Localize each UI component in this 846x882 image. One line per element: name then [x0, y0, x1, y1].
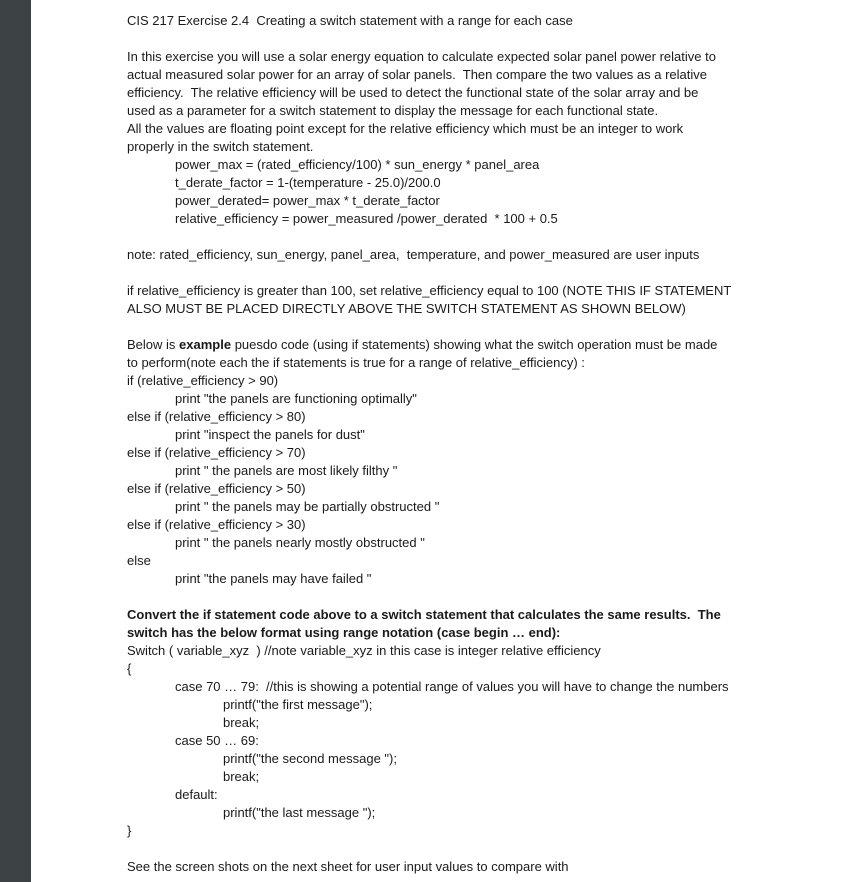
switch-case-break: break; [223, 715, 260, 730]
pseudo-print: print "the panels may have failed " [175, 571, 372, 586]
spacer [127, 840, 827, 858]
intro-line: All the values are floating point except for the relative efficiency which must be an integer to work [127, 121, 684, 136]
switch-case-break: break; [223, 769, 260, 784]
viewer-sidebar [0, 0, 31, 882]
equation-line: relative_efficiency = power_measured /power_derated * 100 + 0.5 [175, 211, 558, 226]
switch-case-print: printf("the first message"); [223, 697, 373, 712]
user-input-note: note: rated_efficiency, sun_energy, panel_area, temperature, and power_measured are user inputs [127, 247, 700, 262]
intro-line: efficiency. The relative efficiency will be used to detect the functional state of the solar array and be [127, 85, 699, 100]
intro-line: used as a parameter for a switch statement to display the message for each functional state. [127, 103, 659, 118]
switch-default-print: printf("the last message "); [223, 805, 376, 820]
pseudo-if: else if (relative_efficiency > 30) [127, 517, 306, 532]
pseudo-intro-suffix: puesdo code (using if statements) showing what the switch operation must be made [231, 337, 718, 352]
switch-case: case 50 … 69: [175, 733, 259, 748]
if-note-line: ALSO MUST BE PLACED DIRECTLY ABOVE THE SWITCH STATEMENT AS SHOWN BELOW) [127, 301, 686, 316]
pseudo-intro-line: to perform(note each the if statements is true for a range of relative_efficiency) : [127, 355, 585, 370]
pseudo-print: print " the panels nearly mostly obstructed " [175, 535, 425, 550]
pseudo-else: else [127, 553, 151, 568]
pseudo-if: if (relative_efficiency > 90) [127, 373, 279, 388]
document-title: CIS 217 Exercise 2.4 Creating a switch statement with a range for each case [127, 13, 573, 28]
pseudo-if: else if (relative_efficiency > 80) [127, 409, 306, 424]
convert-line: switch has the below format using range notation (case begin … end): [127, 625, 561, 640]
convert-line: Convert the if statement code above to a switch statement that calculates the same results. The [127, 607, 721, 622]
pseudo-print: print " the panels may be partially obstructed " [175, 499, 440, 514]
convert-instruction [127, 624, 827, 642]
pseudo-print: print "inspect the panels for dust" [175, 427, 365, 442]
intro-line: properly in the switch statement. [127, 139, 314, 154]
switch-case-print: printf("the second message "); [223, 751, 397, 766]
intro-line: In this exercise you will use a solar energy equation to calculate expected solar panel power relative to [127, 49, 716, 64]
pseudo-if: else if (relative_efficiency > 50) [127, 481, 306, 496]
equation-line: power_max = (rated_efficiency/100) * sun_energy * panel_area [175, 157, 540, 172]
spacer [127, 318, 827, 336]
pseudo-intro-line [127, 336, 827, 354]
intro-line: actual measured solar power for an array of solar panels. Then compare the two values as a relative [127, 67, 708, 82]
spacer [127, 228, 827, 246]
footer-note: See the screen shots on the next sheet for user input values to compare with [127, 859, 569, 874]
document-content [127, 12, 827, 876]
document-page [31, 0, 846, 882]
switch-header: Switch ( variable_xyz ) //note variable_xyz in this case is integer relative efficiency [127, 643, 601, 658]
pseudo-print: print " the panels are most likely filthy " [175, 463, 398, 478]
pseudo-intro-bold: example [179, 337, 232, 352]
convert-instruction [127, 606, 827, 624]
equation-line: t_derate_factor = 1-(temperature - 25.0)/200.0 [175, 175, 441, 190]
pseudo-print: print "the panels are functioning optimally" [175, 391, 417, 406]
switch-open-brace: { [127, 661, 132, 676]
pseudo-if: else if (relative_efficiency > 70) [127, 445, 306, 460]
spacer [127, 264, 827, 282]
spacer [127, 30, 827, 48]
switch-case: case 70 … 79: //this is showing a potential range of values you will have to change the numbers [175, 679, 729, 694]
switch-close-brace: } [127, 823, 132, 838]
pseudo-intro-prefix: Below is [127, 337, 180, 352]
if-note-line: if relative_efficiency is greater than 100, set relative_efficiency equal to 100 (NOTE THIS IF STATEMENT [127, 283, 732, 298]
equation-line: power_derated= power_max * t_derate_factor [175, 193, 440, 208]
switch-default: default: [175, 787, 218, 802]
spacer [127, 588, 827, 606]
